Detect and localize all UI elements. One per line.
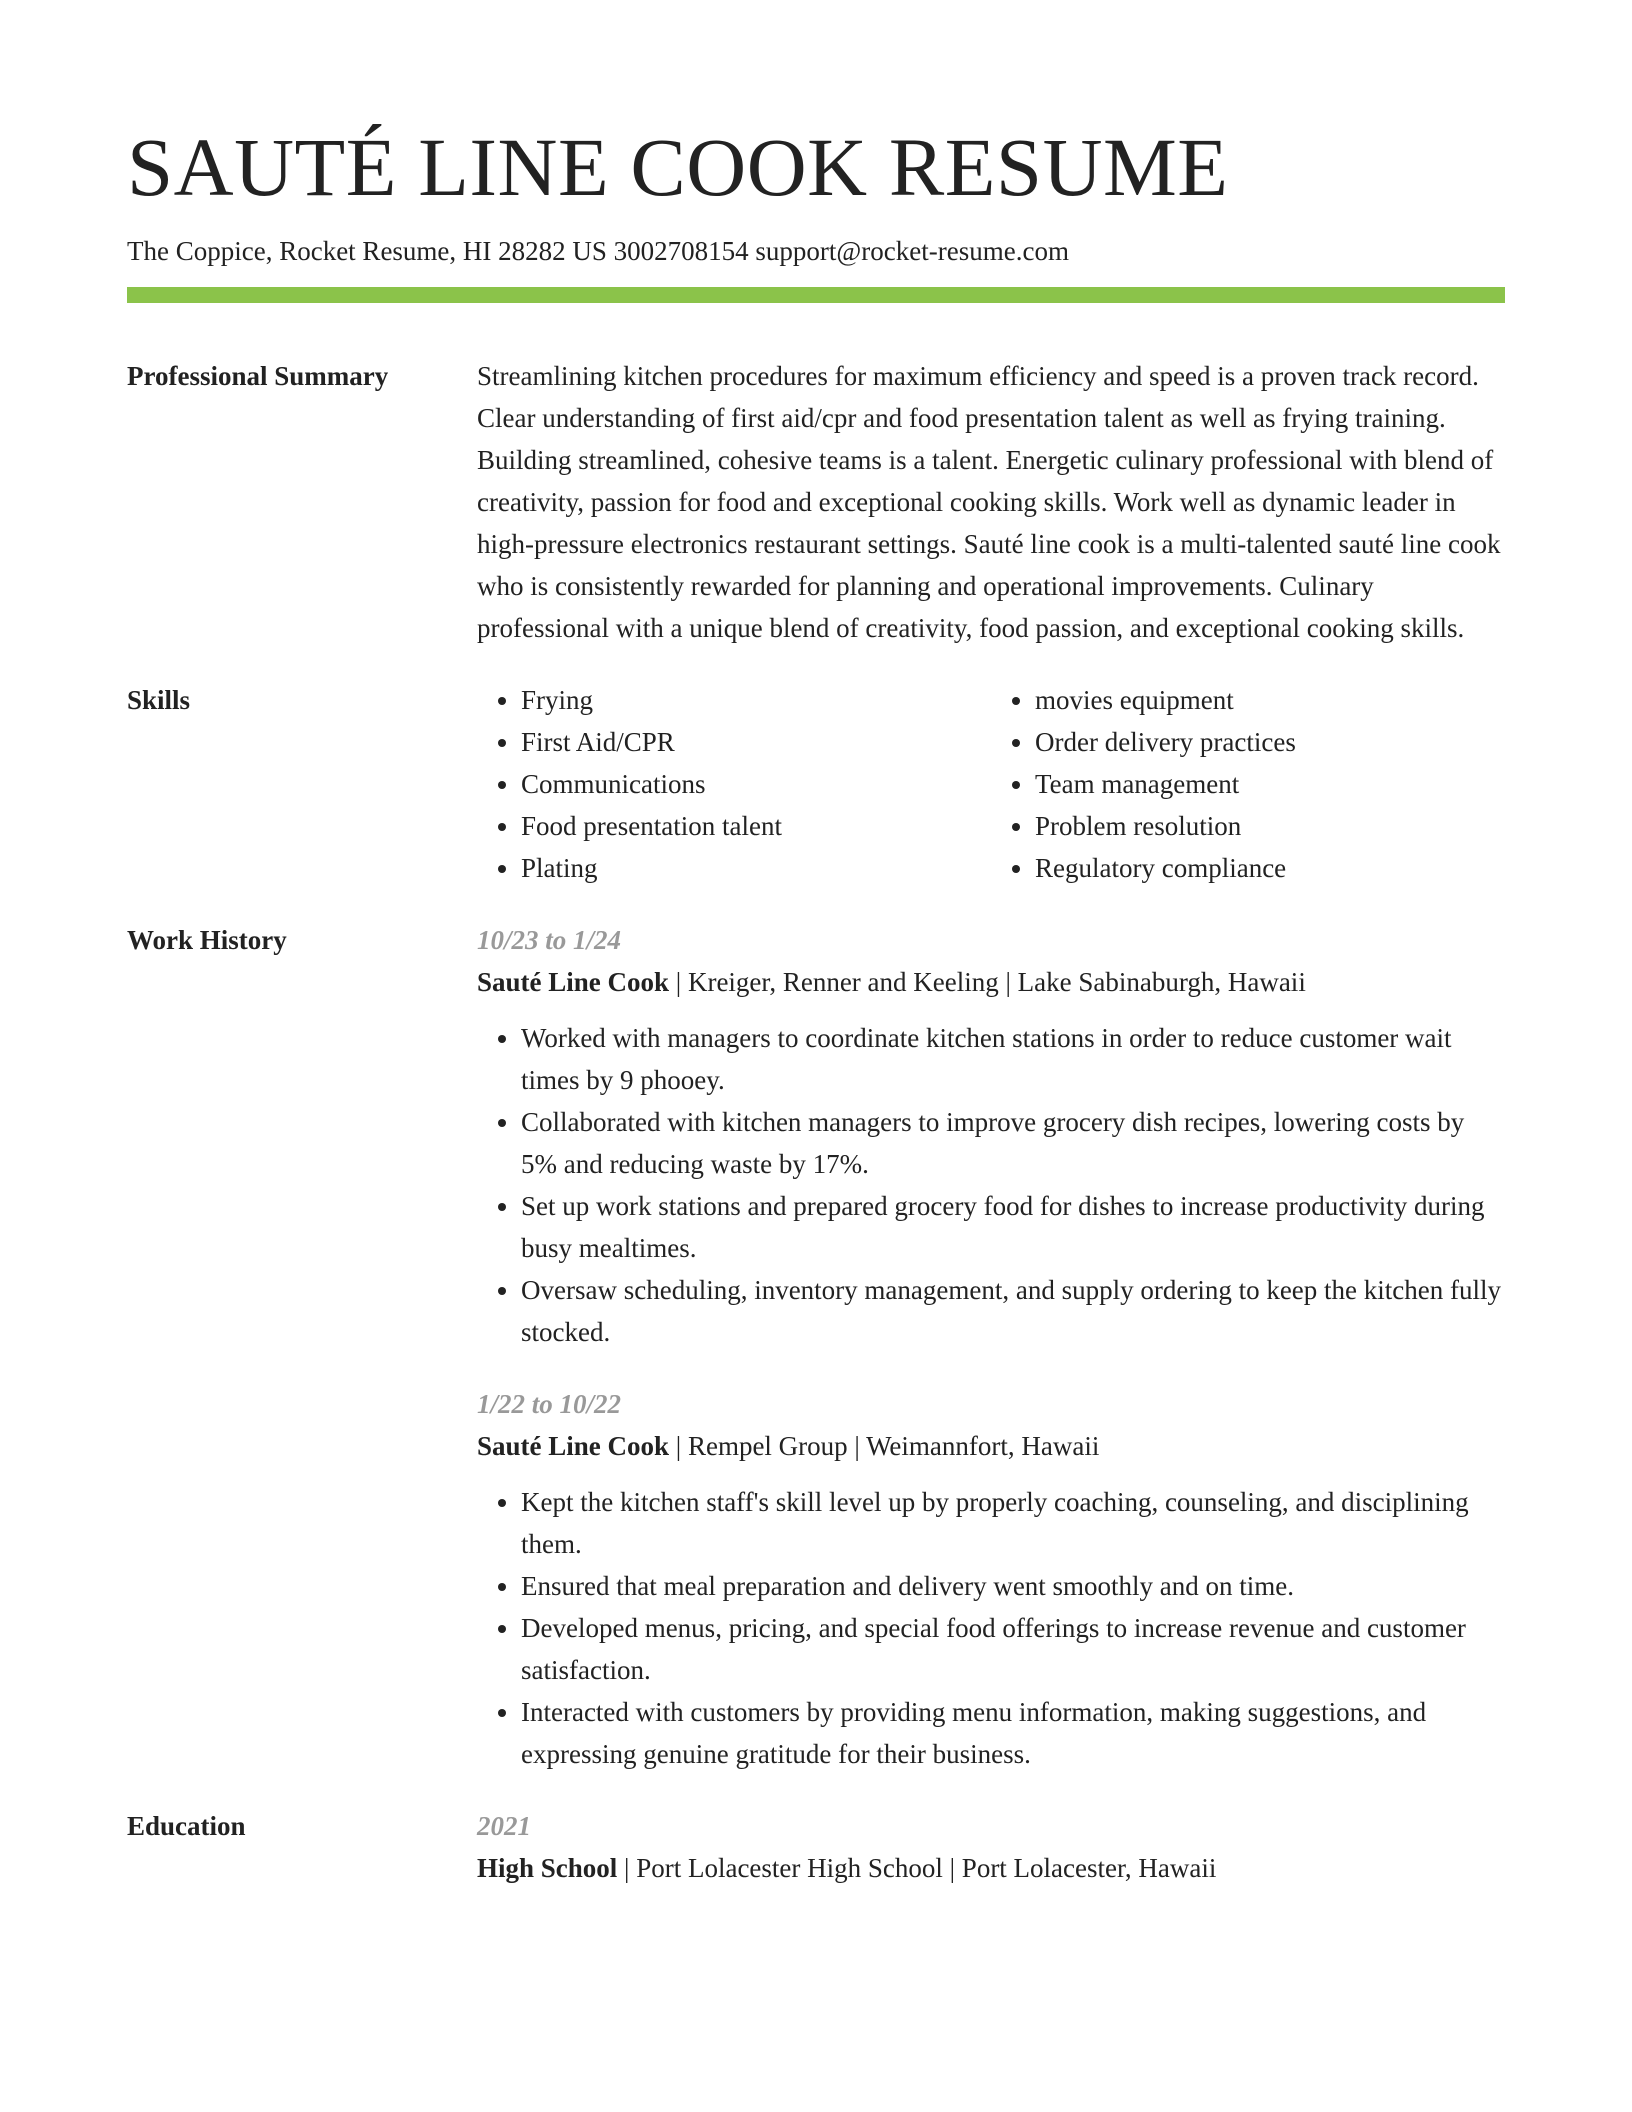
education-body	[477, 1805, 1505, 1889]
section-heading-work-history: Work History	[127, 925, 287, 956]
job-role-line	[477, 961, 1505, 1003]
education-school-location: | Port Lolacester High School | Port Lolacester, Hawaii	[617, 1853, 1217, 1884]
skill-item: • Order delivery practices	[1035, 721, 1505, 763]
job-employer-location: | Rempel Group | Weimannfort, Hawaii	[669, 1431, 1100, 1462]
section-heading-education: Education	[127, 1811, 246, 1842]
job-role-line	[477, 1425, 1505, 1467]
job-employer-location: | Kreiger, Renner and Keeling | Lake Sabinaburgh, Hawaii	[669, 967, 1306, 998]
responsibility-item: • Interacted with customers by providing menu information, making suggestions, and expressing genuine gratitude for their business.	[521, 1691, 1505, 1775]
responsibility-item: • Set up work stations and prepared grocery food for dishes to increase productivity during busy mealtimes.	[521, 1185, 1505, 1269]
skill-item: • Plating	[521, 847, 991, 889]
skill-item: • movies equipment	[1035, 679, 1505, 721]
responsibility-item: • Collaborated with kitchen managers to improve grocery dish recipes, lowering costs by 5% and reducing waste by 17%.	[521, 1101, 1505, 1185]
work-history-body	[477, 919, 1505, 1775]
education-line	[477, 1847, 1505, 1889]
summary-body	[477, 355, 1505, 649]
education-section	[127, 1805, 1505, 1889]
contact-line: The Coppice, Rocket Resume, HI 28282 US 3002708154 support@rocket-resume.com	[127, 236, 1069, 266]
section-heading-summary: Professional Summary	[127, 361, 389, 392]
summary-section	[127, 355, 1505, 649]
job-entry	[477, 919, 1505, 1353]
job-title: Sauté Line Cook	[477, 967, 670, 998]
work-history-section	[127, 919, 1505, 1775]
skill-item: • Team management	[1035, 763, 1505, 805]
responsibility-item: • Oversaw scheduling, inventory management, and supply ordering to keep the kitchen fully stocked.	[521, 1269, 1505, 1353]
skills-column-right	[991, 679, 1505, 889]
responsibility-item: • Kept the kitchen staff's skill level up by properly coaching, counseling, and disciplining them.	[521, 1481, 1505, 1565]
skill-item: • Food presentation talent	[521, 805, 991, 847]
skill-item: • Communications	[521, 763, 991, 805]
job-responsibilities	[477, 1017, 1505, 1353]
skill-item: • Regulatory compliance	[1035, 847, 1505, 889]
skill-item: • Problem resolution	[1035, 805, 1505, 847]
education-degree: High School	[477, 1853, 618, 1884]
job-dates: 10/23 to 1/24	[477, 925, 622, 956]
responsibility-item: • Developed menus, pricing, and special food offerings to increase revenue and customer satisfaction.	[521, 1607, 1505, 1691]
skills-column-left	[477, 679, 991, 889]
skill-item: • Frying	[521, 679, 991, 721]
summary-text: Streamlining kitchen procedures for maximum efficiency and speed is a proven track record. Clear understanding of first aid/cpr and food presentation talent as well as frying training. Building streamlined, cohesive teams is a talent. Energetic culinary professional with blend of creativity, passion for food and exceptional cooking skills. Work well as dynamic leader in high-pressure electronics restaurant settings. Sauté line cook is a multi-talented sauté line cook who is consistently rewarded for planning and operational improvements. Culinary professional with a unique blend of creativity, food passion, and exceptional cooking skills.	[477, 361, 1501, 644]
job-entry	[477, 1383, 1505, 1775]
skills-body	[477, 679, 1505, 889]
accent-divider	[127, 287, 1505, 303]
skills-grid	[477, 679, 1505, 889]
responsibility-item: • Ensured that meal preparation and delivery went smoothly and on time.	[521, 1565, 1505, 1607]
section-heading-skills: Skills	[127, 685, 191, 716]
skills-section	[127, 679, 1505, 889]
education-date: 2021	[477, 1811, 531, 1842]
skill-item: • First Aid/CPR	[521, 721, 991, 763]
resume-title: SAUTÉ LINE COOK RESUME	[127, 121, 1229, 213]
job-title: Sauté Line Cook	[477, 1431, 670, 1462]
job-responsibilities	[477, 1481, 1505, 1775]
job-dates: 1/22 to 10/22	[477, 1389, 622, 1420]
responsibility-item: • Worked with managers to coordinate kitchen stations in order to reduce customer wait times by 9 phooey.	[521, 1017, 1505, 1101]
